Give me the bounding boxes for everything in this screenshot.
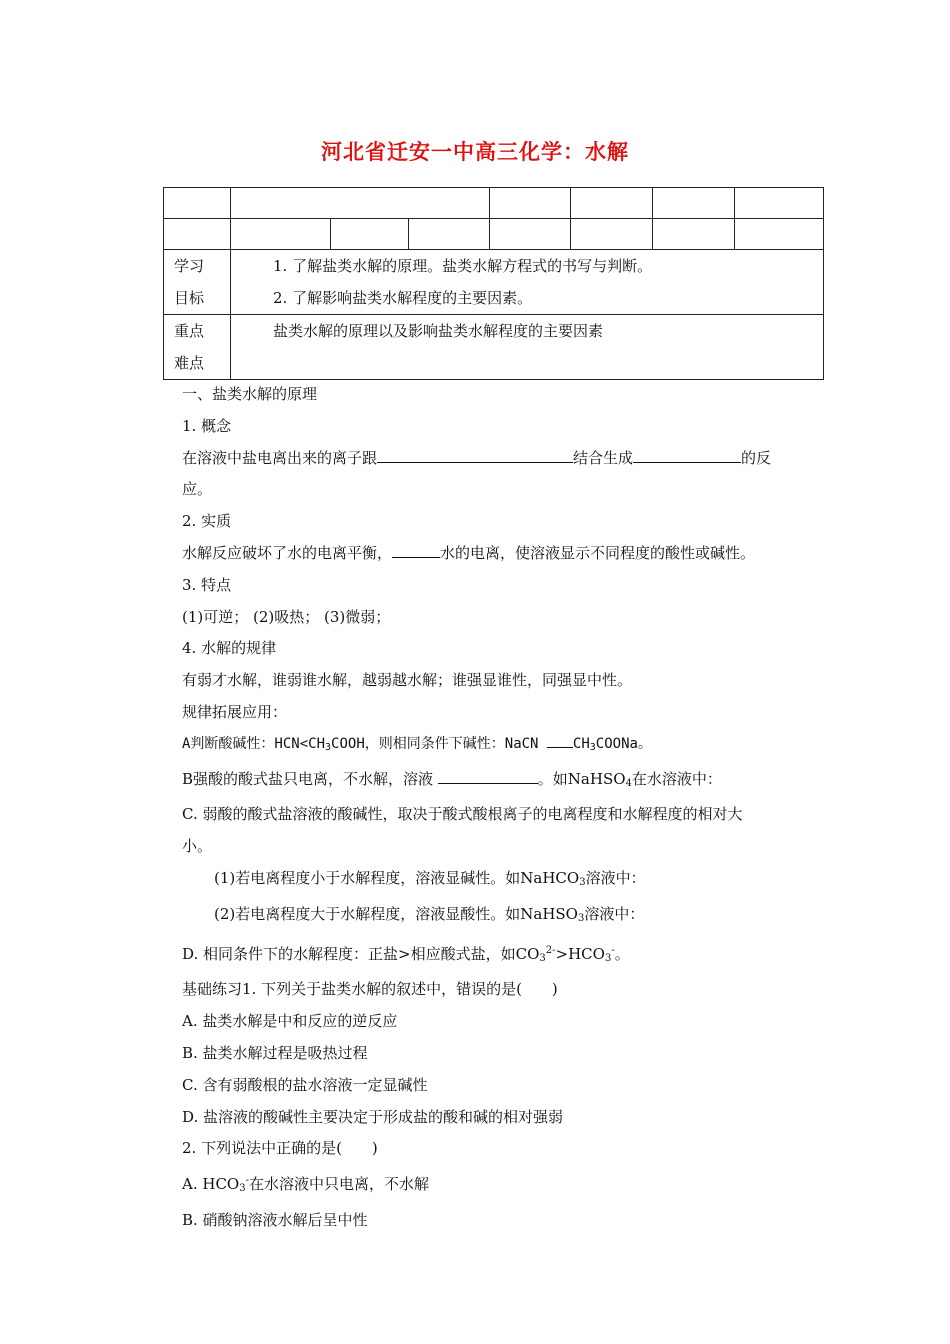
essence-text: 水解反应破坏了水的电离平衡， 水的电离，使溶液显示不同程度的酸性或碱性。: [182, 543, 756, 562]
goal-row: [164, 250, 824, 315]
key-text: 盐类水解的原理以及影响盐类水解程度的主要因素: [231, 315, 824, 380]
document-body: 一、盐类水解的原理 1. 概念 在溶液中盐电离出来的离子跟 结合生成 的反 应。 2. 实质 水解反应破坏了水的电离平衡， 水的电离，使溶液显示不同程度的酸性或碱性。 3. 特点 (1)可逆； (2)吸热； (3)微弱； 4. 水解的规律 有弱才水解，谁弱谁水解，越弱越水解；谁强显谁性，同强显中性。 规律拓展应用： A判断酸碱性：$HCN<CH_3COOH$，则相同条件下碱性：NaCN $CH_3COONa$。 B强酸的酸式盐只电离，不水解，溶液 。如NaHSO$_4$在水溶液中： C. 弱酸的酸式盐溶液的酸碱性，取决于酸式酸根离子的电离程度和水解程度的相对大 小。 (1)若电离程度小于水解程度，溶液显碱性。如NaHCO$_3$溶液中： (2)若电离程度大于水解程度，溶液显酸性。如NaHSO$_3$溶液中： D. 相同条件下的水解程度：正盐>相应酸式盐，如$CO_3^{2-}>HCO_3^-$。 基础练习1. 下列关于盐类水解的叙述中，错误的是( ) A. 盐类水解是中和反应的逆反应 B. 盐类水解过程是吸热过程 C. 含有弱酸根的盐水溶液一定显碱性 D. 盐溶液的酸碱性主要决定于形成盐的酸和碱的相对强弱 2. 下列说法中正确的是( ) A. $HCO_3^-$在水溶液中只电离，不水解 B. 硝酸钠溶液水解后呈中性: [182, 379, 822, 1237]
section-heading: 一、盐类水解的原理: [182, 385, 318, 403]
option-d: D. 盐溶液的酸碱性主要决定于形成盐的酸和碱的相对强弱: [182, 1107, 564, 1126]
question-1: 基础练习1. 下列关于盐类水解的叙述中，错误的是( ): [182, 980, 558, 999]
fill-blank[interactable]: [633, 448, 741, 463]
key-row: [164, 315, 824, 380]
fill-blank[interactable]: [392, 543, 440, 558]
option-a: A. 盐类水解是中和反应的逆反应: [182, 1012, 398, 1031]
item-c: C. 弱酸的酸式盐溶液的酸碱性，取决于酸式酸根离子的电离程度和水解程度的相对大: [182, 805, 743, 824]
rules-text: 有弱才水解，谁弱谁水解，越弱越水解；谁强显谁性，同强显中性。: [182, 671, 633, 690]
item-c2: (2)若电离程度大于水解程度，溶液显酸性。如NaHSO$_3$溶液中：: [214, 904, 645, 924]
goal-label: 学习 目标: [164, 250, 231, 315]
item-d: D. 相同条件下的水解程度：正盐>相应酸式盐，如$CO_3^{2-}>HCO_3^-$。: [182, 944, 630, 964]
subheading-rules: 4. 水解的规律: [182, 639, 277, 658]
key-label: 重点 难点: [164, 315, 231, 380]
table-row: [164, 188, 824, 219]
subheading-concept: 1. 概念: [182, 416, 232, 435]
subheading-essence: 2. 实质: [182, 512, 232, 531]
table-row: [164, 219, 824, 250]
option-b: B. 盐类水解过程是吸热过程: [182, 1043, 368, 1062]
question-2: 2. 下列说法中正确的是( ): [182, 1139, 378, 1158]
page-title: 河北省迁安一中高三化学：水解: [321, 139, 629, 164]
option-a: A. $HCO_3^-$在水溶液中只电离，不水解: [182, 1175, 430, 1195]
fill-blank[interactable]: [547, 733, 573, 748]
fill-blank[interactable]: [438, 769, 538, 784]
item-b: B强酸的酸式盐只电离，不水解，溶液 。如NaHSO$_4$在水溶液中：: [182, 769, 722, 789]
option-b: B. 硝酸钠溶液水解后呈中性: [182, 1210, 368, 1229]
info-table: [163, 187, 824, 380]
goal-text: 1. 了解盐类水解的原理。盐类水解方程式的书写与判断。 2. 了解影响盐类水解程度的主要因素。: [231, 250, 824, 315]
subheading-features: 3. 特点: [182, 575, 232, 594]
fill-blank[interactable]: [377, 448, 573, 463]
extension-title: 规律拓展应用：: [182, 702, 288, 721]
concept-text: 在溶液中盐电离出来的离子跟 结合生成 的反: [182, 448, 772, 467]
features-text: (1)可逆； (2)吸热； (3)微弱；: [182, 607, 391, 626]
item-a: A判断酸碱性：$HCN<CH_3COOH$，则相同条件下碱性：NaCN $CH_3COONa$。: [182, 729, 822, 764]
item-c1: (1)若电离程度小于水解程度，溶液显碱性。如NaHCO$_3$溶液中：: [214, 868, 646, 888]
option-c: C. 含有弱酸根的盐水溶液一定显碱性: [182, 1075, 428, 1094]
